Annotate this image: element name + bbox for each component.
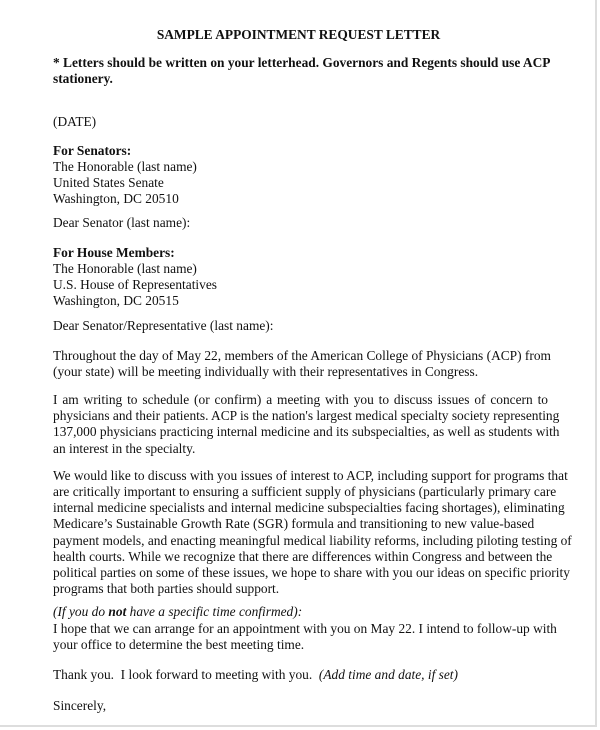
- paragraph-line: Throughout the day of May 22, members of the American College of Physicians (ACP) from: [53, 347, 551, 363]
- house-address: [53, 245, 548, 310]
- thanks-line: [53, 667, 548, 683]
- senators-heading: For Senators:: [53, 142, 132, 158]
- letterhead-note: [53, 55, 551, 87]
- paragraph-4: [53, 604, 557, 653]
- note-line: * Letters should be written on your letterhead. Governors and Regents should use ACP: [53, 55, 551, 70]
- paragraph-line: 137,000 physicians practicing internal medicine and its subspecialties, as well as students with: [53, 424, 560, 440]
- paragraph-line: (your state) will be meeting individually with their representatives in Congress.: [53, 363, 479, 379]
- address-line: United States Senate: [53, 175, 164, 191]
- salutation-text: Dear Senator/Representative (last name):: [53, 318, 274, 334]
- paragraph-line: political parties on some of these issues, we hope to share with you our ideas on specific priority: [53, 565, 570, 581]
- paragraph-line: physicians and their patients. ACP is the nation's largest medical specialty society representing: [53, 408, 560, 424]
- address-line: The Honorable (last name): [53, 260, 197, 276]
- thanks-text: Thank you. I look forward to meeting with you.: [53, 667, 319, 683]
- address-line: The Honorable (last name): [53, 158, 197, 174]
- paragraph-3: [53, 467, 572, 598]
- paragraph-line: We would like to discuss with you issues of interest to ACP, including support for programs that: [53, 467, 568, 483]
- paragraph-line: an interest in the specialty.: [53, 440, 196, 456]
- conditional-emphasis: not: [108, 604, 127, 620]
- paragraph-2: [53, 392, 560, 457]
- conditional-note: [53, 604, 548, 620]
- salutation-text: Dear Senator (last name):: [53, 215, 191, 231]
- date-placeholder: [53, 114, 548, 130]
- paragraph-line: payment models, and enacting meaningful medical liability reforms, including piloting testing of: [53, 532, 572, 548]
- paragraph-1: [53, 347, 551, 380]
- house-salutation: [53, 318, 548, 334]
- paragraph-line: I hope that we can arrange for an appointment with you on May 22. I intend to follow-up with: [53, 620, 557, 636]
- paragraph-line: I am writing to schedule (or confirm) a meeting with you to discuss issues of concern to: [53, 392, 548, 408]
- paragraph-line: Medicare’s Sustainable Growth Rate (SGR) formula and transitioning to new value-based: [53, 516, 535, 532]
- paragraph-line: health courts. While we recognize that there are differences within Congress and between the: [53, 548, 553, 564]
- address-line: Washington, DC 20515: [53, 293, 179, 309]
- paragraph-line: programs that both parties should support.: [53, 581, 280, 597]
- paragraph-line: internal medicine specialists and internal medicine subspecialties facing shortages), eliminating: [53, 500, 565, 516]
- document-title: SAMPLE APPOINTMENT REQUEST LETTER: [156, 27, 441, 42]
- note-line: stationery.: [53, 71, 113, 87]
- paragraph-line: your office to determine the best meeting time.: [53, 636, 305, 652]
- address-line: U.S. House of Representatives: [53, 277, 218, 293]
- paragraph-line: are critically important to ensuring a sufficient supply of physicians (particularly primary care: [53, 484, 557, 500]
- date-text: (DATE): [53, 114, 97, 130]
- senators-address: [53, 143, 548, 208]
- senators-salutation: [53, 215, 548, 231]
- conditional-text: (If you do: [53, 604, 109, 620]
- house-heading: For House Members:: [53, 244, 175, 260]
- conditional-text: have a specific time confirmed):: [126, 604, 303, 620]
- closing: [53, 698, 548, 714]
- thanks-wrap: [53, 667, 548, 683]
- closing-text: Sincerely,: [53, 698, 107, 714]
- address-line: Washington, DC 20510: [53, 191, 179, 207]
- thanks-note: (Add time and date, if set): [318, 667, 458, 683]
